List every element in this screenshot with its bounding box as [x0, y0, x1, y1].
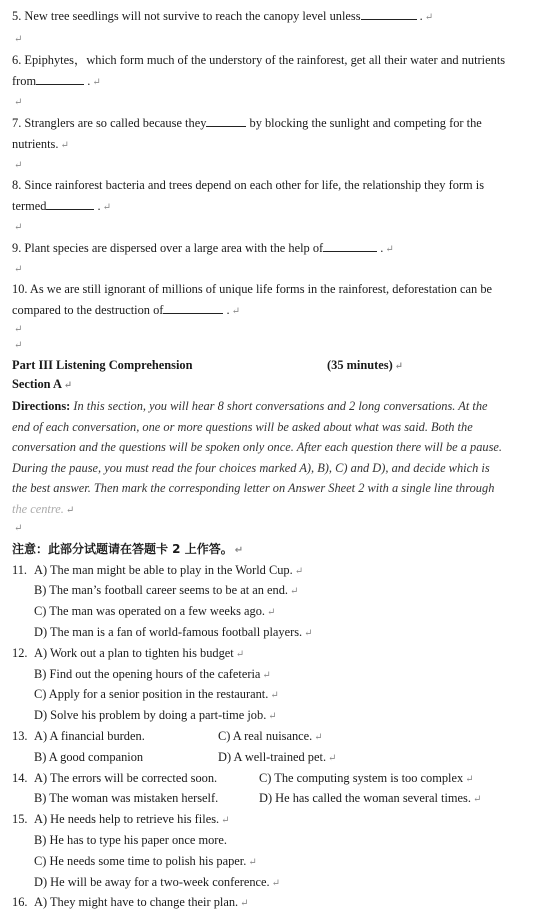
paragraph-mark: ↵: [221, 815, 230, 826]
option-b[interactable]: B) Find out the opening hours of the cafeteria ↵: [34, 667, 271, 681]
part-time: (35 minutes) ↵: [327, 358, 404, 372]
option-d[interactable]: D) A well-trained pet. ↵: [218, 750, 337, 764]
paragraph-mark: ↵: [14, 340, 23, 351]
paragraph-mark: ↵: [14, 523, 23, 534]
answer-sheet-note: 注意：此部分试题请在答题卡 2 上作答。 ↵: [12, 542, 244, 556]
option-c[interactable]: C) A real nuisance. ↵: [218, 729, 323, 743]
paragraph-mark: ↵: [14, 34, 23, 45]
directions: Directions: In this section, you will hear 8 short conversations and 2 long conversations. At the end of each conversation, one or more questions will be asked about what was said. Both the conversation and the questions will be spoken only once. After each question there will be a pause. During the pause, you must read the four choices marked A), B), C) and D), and decide which is the best answer. Then mark the corresponding letter on Answer Sheet 2 with a single line through the centre. ↵: [12, 399, 503, 516]
option-a[interactable]: A) Work out a plan to tighten his budget ↵: [34, 646, 245, 660]
paragraph-mark: ↵: [92, 77, 101, 88]
paragraph-mark: ↵: [424, 12, 434, 23]
section-title: Section A ↵: [12, 377, 73, 391]
paragraph-mark: ↵: [14, 97, 23, 108]
answer-blank[interactable]: [361, 8, 417, 20]
paragraph-mark: ↵: [266, 607, 276, 618]
option-c[interactable]: C) He needs some time to polish his paper. ↵: [34, 854, 257, 868]
paragraph-mark: ↵: [304, 628, 313, 639]
question-10: 10. As we are still ignorant of millions of unique life forms in the rainforest, deforestation can be compared to the destruction of . ↵: [12, 282, 493, 317]
paragraph-mark: ↵: [262, 670, 271, 681]
paragraph-mark: ↵: [248, 857, 257, 868]
paragraph-mark: ↵: [394, 361, 404, 372]
paragraph-mark: ↵: [14, 264, 23, 275]
paragraph-mark: ↵: [60, 140, 69, 151]
paragraph-mark: ↵: [270, 690, 279, 701]
question-8: 8. Since rainforest bacteria and trees depend on each other for life, the relationship they form is termed . ↵: [12, 178, 485, 213]
option-d[interactable]: D) He will be away for a two-week conference. ↵: [34, 875, 281, 889]
option-c[interactable]: C) The man was operated on a few weeks ago. ↵: [34, 604, 276, 618]
paragraph-mark: ↵: [231, 306, 241, 317]
paragraph-mark: ↵: [314, 732, 323, 743]
option-d[interactable]: D) He has called the woman several times. ↵: [259, 791, 482, 805]
paragraph-mark: ↵: [102, 202, 112, 213]
paragraph-mark: ↵: [290, 586, 299, 597]
answer-blank[interactable]: [323, 240, 377, 252]
option-b[interactable]: B) He has to type his paper once more.: [34, 833, 228, 847]
answer-blank[interactable]: [36, 73, 84, 85]
option-c[interactable]: C) The computing system is too complex ↵: [259, 771, 474, 785]
option-b[interactable]: B) The woman was mistaken herself.: [34, 791, 219, 805]
paragraph-mark: ↵: [465, 774, 474, 785]
option-a[interactable]: A) A financial burden.: [34, 729, 145, 743]
option-b[interactable]: B) The man’s football career seems to be at an end. ↵: [34, 583, 299, 597]
paragraph-mark: ↵: [472, 794, 482, 805]
answer-blank[interactable]: [163, 302, 223, 314]
answer-blank[interactable]: [46, 198, 94, 210]
question-5: 5. New tree seedlings will not survive to reach the canopy level unless . ↵: [12, 9, 434, 23]
part-title: Part III Listening Comprehension: [12, 358, 193, 372]
option-d[interactable]: D) The man is a fan of world-famous football players. ↵: [34, 625, 313, 639]
option-a[interactable]: A) He needs help to retrieve his files. ↵: [34, 812, 230, 826]
paragraph-mark: ↵: [294, 566, 304, 577]
paragraph-mark: ↵: [385, 244, 394, 255]
answer-blank[interactable]: [206, 115, 246, 127]
paragraph-mark: ↵: [240, 898, 249, 909]
paragraph-mark: ↵: [234, 545, 244, 556]
paragraph-mark: ↵: [268, 711, 277, 722]
paragraph-mark: ↵: [14, 160, 23, 171]
paragraph-mark: ↵: [328, 753, 337, 764]
option-a[interactable]: A) They might have to change their plan. ↵: [34, 895, 249, 909]
paragraph-mark: ↵: [63, 380, 73, 391]
option-a[interactable]: A) The man might be able to play in the World Cup. ↵: [34, 563, 304, 577]
option-d[interactable]: D) Solve his problem by doing a part-time job. ↵: [34, 708, 277, 722]
paragraph-mark: ↵: [235, 649, 245, 660]
option-c[interactable]: C) Apply for a senior position in the restaurant. ↵: [34, 687, 279, 701]
paragraph-mark: ↵: [14, 324, 23, 335]
option-a[interactable]: A) The errors will be corrected soon.: [34, 771, 218, 785]
option-b[interactable]: B) A good companion: [34, 750, 144, 764]
question-7: 7. Stranglers are so called because they by blocking the sunlight and competing for the nutrients. ↵: [12, 116, 482, 151]
paragraph-mark: ↵: [14, 222, 23, 233]
paragraph-mark: ↵: [65, 504, 75, 516]
question-6: 6. Epiphytes，which form much of the understory of the rainforest, get all their water and nutrients from . ↵: [12, 53, 506, 88]
question-9: 9. Plant species are dispersed over a large area with the help of . ↵: [12, 241, 394, 255]
paragraph-mark: ↵: [271, 878, 281, 889]
